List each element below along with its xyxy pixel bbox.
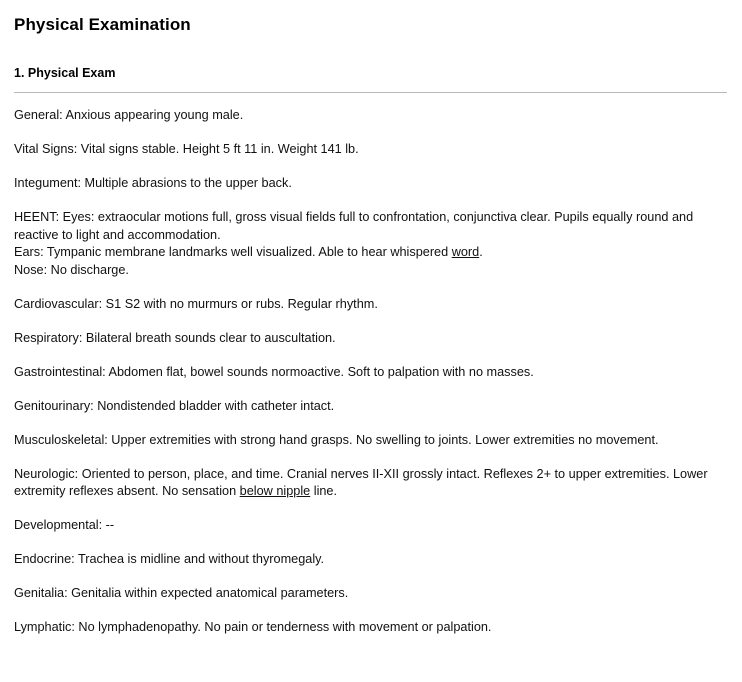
- exam-entry-line: Gastrointestinal: Abdomen flat, bowel sounds normoactive. Soft to palpation with no masses.: [14, 364, 534, 379]
- exam-entry-genitourinary: [14, 398, 714, 416]
- exam-entry-line: Genitalia: Genitalia within expected anatomical parameters.: [14, 586, 349, 600]
- underlined-term: word: [451, 245, 480, 259]
- exam-entry-musculoskeletal: [14, 432, 714, 450]
- exam-entry-line: Ears: Tympanic membrane landmarks well visualized. Able to hear whispered word.: [14, 245, 483, 259]
- exam-entry-line: HEENT: Eyes: extraocular motions full, gross visual fields full to confrontation, conjunctiva clear. Pupils equally round and reactive to light and accommodation.: [14, 210, 694, 242]
- exam-entry-line: General: Anxious appearing young male.: [14, 108, 244, 122]
- exam-entry-vital-signs: [14, 141, 714, 159]
- exam-entry-lymphatic: [14, 619, 714, 637]
- exam-entry-line: Musculoskeletal: Upper extremities with strong hand grasps. No swelling to joints. Lower extremities no movement.: [14, 432, 659, 447]
- exam-entry-line: Lymphatic: No lymphadenopathy. No pain or tenderness with movement or palpation.: [14, 620, 492, 634]
- exam-entry-general: [14, 107, 714, 125]
- section-divider: [14, 92, 727, 93]
- exam-entry-line: Nose: No discharge.: [14, 262, 129, 277]
- exam-entry-cardiovascular: [14, 296, 714, 314]
- underlined-term: below nipple: [239, 484, 311, 498]
- exam-entry-line: Respiratory: Bilateral breath sounds clear to auscultation.: [14, 330, 336, 345]
- section-heading: 1. Physical Exam: [14, 66, 116, 80]
- exam-entry-line: Vital Signs: Vital signs stable. Height 5 ft 11 in. Weight 141 lb.: [14, 142, 359, 156]
- exam-entry-endocrine: [14, 551, 714, 569]
- exam-entry-line: Integument: Multiple abrasions to the upper back.: [14, 176, 292, 190]
- exam-entry-line: Genitourinary: Nondistended bladder with catheter intact.: [14, 398, 335, 413]
- exam-entry-heent: [14, 209, 714, 279]
- exam-entry-list: [14, 107, 728, 637]
- exam-entry-integument: [14, 175, 714, 193]
- exam-entry-developmental: [14, 517, 714, 535]
- exam-entry-genitalia: [14, 585, 714, 603]
- page-title: Physical Examination: [14, 15, 191, 34]
- exam-entry-gastrointestinal: [14, 364, 714, 382]
- exam-entry-line: Developmental: --: [14, 518, 115, 532]
- exam-entry-line: Endocrine: Trachea is midline and without thyromegaly.: [14, 552, 325, 566]
- exam-entry-line: Neurologic: Oriented to person, place, and time. Cranial nerves II-XII grossly intact. Reflexes 2+ to upper extremities. Lower extremity reflexes absent. No sensation below nipple line.: [14, 466, 708, 498]
- exam-entry-line: Cardiovascular: S1 S2 with no murmurs or rubs. Regular rhythm.: [14, 296, 378, 311]
- exam-entry-respiratory: [14, 330, 714, 348]
- exam-entry-neurologic: [14, 466, 714, 501]
